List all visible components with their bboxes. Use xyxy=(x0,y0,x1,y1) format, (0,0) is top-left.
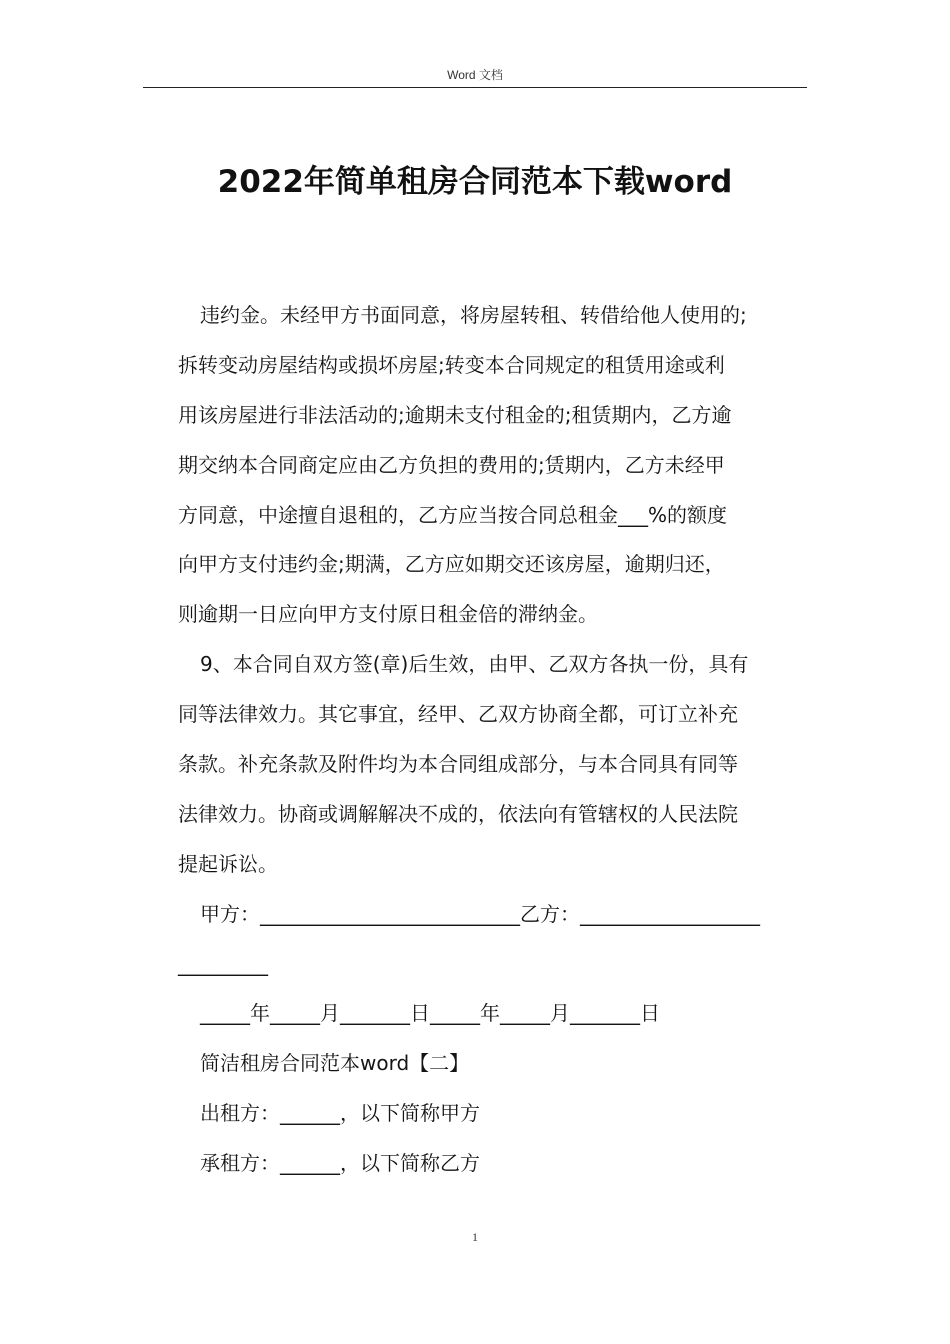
body-line: 条款。补充条款及附件均为本合同组成部分，与本合同具有同等 xyxy=(178,752,738,776)
body-line: 9、本合同自双方签(章)后生效，由甲、乙双方各执一份，具有 xyxy=(200,652,749,676)
lessee-line: 承租方：______，以下简称乙方 xyxy=(200,1151,480,1175)
body-line: 违约金。未经甲方书面同意，将房屋转租、转借给他人使用的; xyxy=(200,303,747,327)
date-line: _____年_____月_______日_____年_____月_______日 xyxy=(200,1001,660,1025)
signature-line-continued: _________ xyxy=(178,952,268,976)
header-divider xyxy=(143,87,807,88)
lessor-line: 出租方：______，以下简称甲方 xyxy=(200,1101,480,1125)
body-line: 则逾期一日应向甲方支付原日租金倍的滞纳金。 xyxy=(178,602,598,626)
body-line: 期交纳本合同商定应由乙方负担的费用的;赁期内，乙方未经甲 xyxy=(178,453,725,477)
body-line: 法律效力。协商或调解解决不成的，依法向有管辖权的人民法院 xyxy=(178,802,738,826)
body-line: 用该房屋进行非法活动的;逾期未支付租金的;租赁期内，乙方逾 xyxy=(178,403,732,427)
section-heading: 简洁租房合同范本word【二】 xyxy=(200,1051,470,1075)
page-header: Word 文档 xyxy=(447,68,503,82)
document-title: 2022年简单租房合同范本下载word xyxy=(217,164,733,200)
body-line: 拆转变动房屋结构或损坏房屋;转变本合同规定的租赁用途或利 xyxy=(178,353,725,377)
page-number: 1 xyxy=(472,1230,478,1244)
body-line: 方同意，中途擅自退租的，乙方应当按合同总租金___%的额度 xyxy=(178,503,728,527)
signature-line: 甲方：__________________________乙方：__________________ xyxy=(200,902,760,926)
body-line: 提起诉讼。 xyxy=(178,852,278,876)
body-line: 同等法律效力。其它事宜，经甲、乙双方协商全都，可订立补充 xyxy=(178,702,738,726)
body-line: 向甲方支付违约金;期满，乙方应如期交还该房屋，逾期归还， xyxy=(178,552,725,576)
